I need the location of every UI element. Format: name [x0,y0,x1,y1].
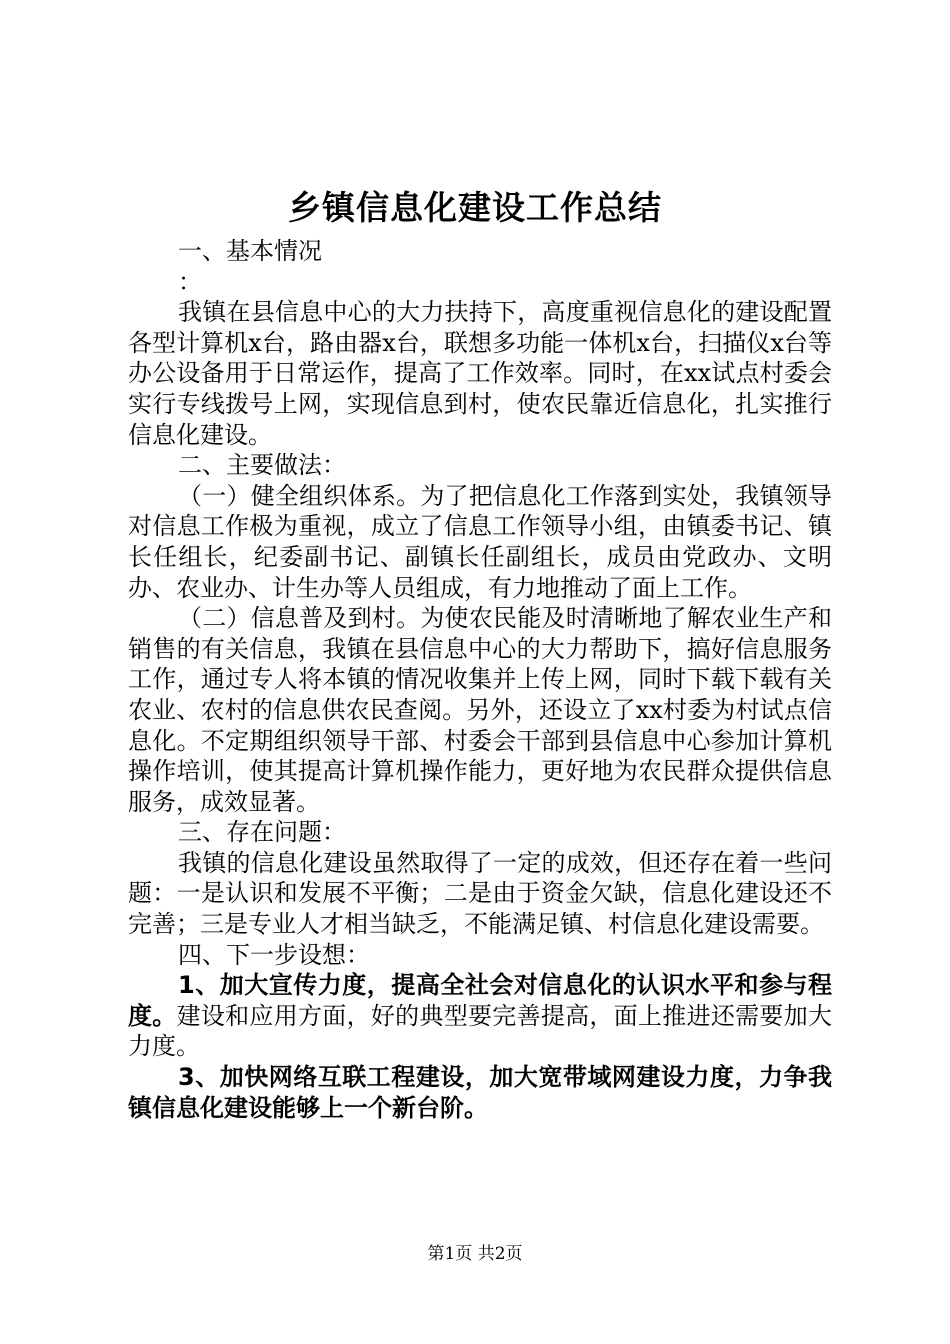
section2-item1-lead: （一）健全组织体系。 [178,481,421,510]
section3-heading: 三、存在问题： [178,818,346,847]
section4-item1-lead: 1、加大宣传力度，提高全社会对信息化的认识水平和参与程度。 [128,971,832,1030]
section4-heading: 四、下一步设想： [178,940,370,969]
section4-item3: 3、加快网络互联工程建设，加大宽带域网建设力度，力争我镇信息化建设能够上一个新台阶。 [128,1063,832,1122]
section1-paragraph: 我镇在县信息中心的大力扶持下，高度重视信息化的建设配置各型计算机x台，路由器x台，联想多功能一体机x台，扫描仪x台等办公设备用于日常运作，提高了工作效率。同时，在xx试点村委会实行专线拨号上网，实现信息到村，使农民靠近信息化，扎实推行信息化建设。 [128,298,832,449]
section2-item2-lead: （二）信息普及到村。 [178,604,421,633]
section4-item1 [128,970,832,1062]
section1-heading: 一、基本情况 [178,237,322,265]
section2-item2-text: 为使农民能及时清晰地了解农业生产和销售的有关信息，我镇在县信息中心的大力帮助下，搞好信息服务工作，通过专人将本镇的情况收集并上传上网，同时下载下载有关农业、农村的信息供农民查阅。另外，还设立了xx村委为村试点信息化。不定期组织领导干部、村委会干部到县信息中心参加计算机操作培训，使其提高计算机操作能力，更好地为农民群众提供信息服务，成效显著。 [128,604,833,816]
section2-item1 [128,481,832,603]
page-footer: 第1页 共2页 [427,1244,523,1264]
section1-colon: ： [178,267,202,296]
section2-item2 [128,603,832,817]
section2-heading: 二、主要做法： [178,451,346,480]
section3-paragraph: 我镇的信息化建设虽然取得了一定的成效，但还存在着一些问题：一是认识和发展不平衡；二是由于资金欠缺，信息化建设还不完善；三是专业人才相当缺乏，不能满足镇、村信息化建设需要。 [128,848,832,939]
document-title: 乡镇信息化建设工作总结 [288,188,662,227]
section4-item1-text: 建设和应用方面，好的典型要完善提高，面上推进还需要加大力度。 [128,1001,833,1061]
section2-item1-text: 为了把信息化工作落到实处，我镇领导对信息工作极为重视，成立了信息工作领导小组，由镇委书记、镇长任组长，纪委副书记、副镇长任副组长，成员由党政办、文明办、农业办、计生办等人员组成，有力地推动了面上工作。 [128,481,833,602]
document-body [128,236,832,1123]
